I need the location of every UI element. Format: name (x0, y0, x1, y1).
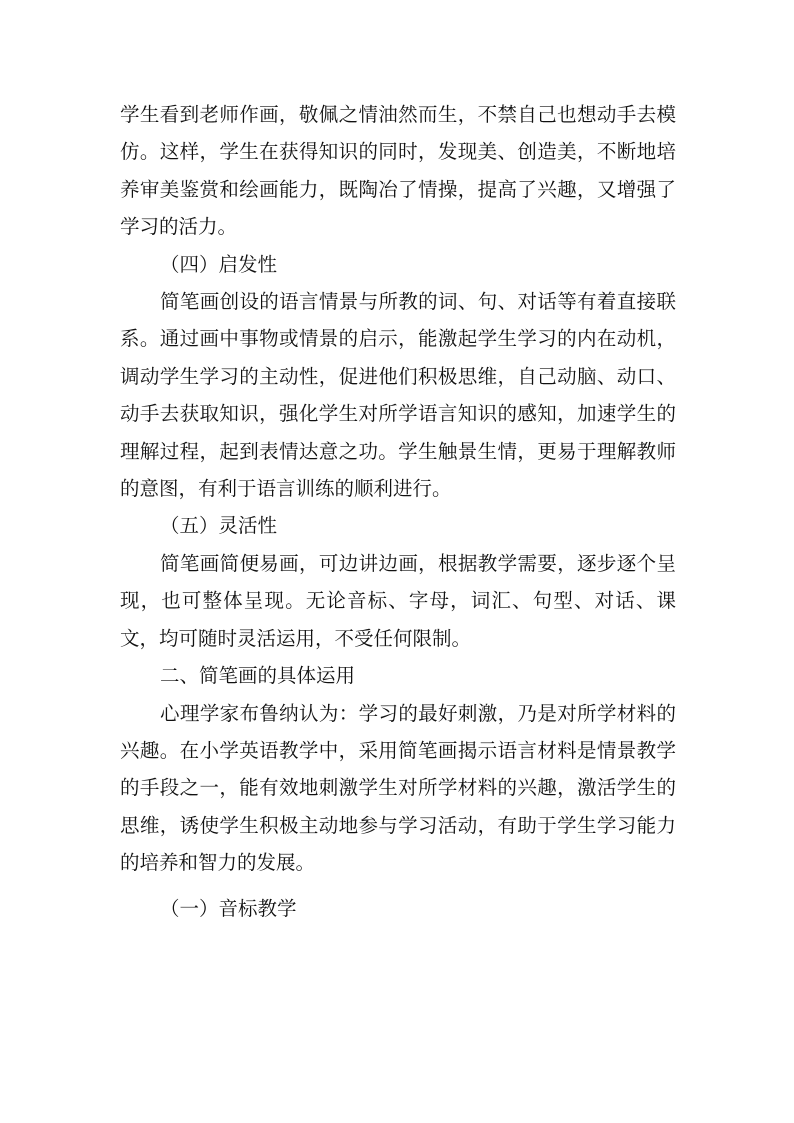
paragraph-flexibility: 简笔画简便易画，可边讲边画，根据教学需要，逐步逐个呈现，也可整体呈现。无论音标、字母，词汇、句型、对话、课文，均可随时灵活运用，不受任何限制。 (120, 551, 676, 650)
section-heading-phonetics: （一）音标教学 (160, 896, 297, 920)
spacer (120, 882, 676, 890)
document-body (120, 96, 676, 927)
section-heading-flexibility: （五）灵活性 (160, 514, 278, 538)
paragraph-application: 心理学家布鲁纳认为：学习的最好刺激，乃是对所学材料的兴趣。在小学英语教学中，采用简笔画揭示语言材料是情景教学的手段之一，能有效地刺激学生对所学材料的兴趣，激活学生的思维，诱使学生积极主动地参与学习活动，有助于学生学习能力的培养和智力的发展。 (120, 701, 676, 875)
section-heading-inspiration: （四）启发性 (160, 252, 278, 276)
paragraph-continuation: 学生看到老师作画，敬佩之情油然而生，不禁自己也想动手去模仿。这样，学生在获得知识的同时，发现美、创造美，不断地培养审美鉴赏和绘画能力，既陶冶了情操，提高了兴趣，又增强了学习的活力。 (120, 103, 676, 239)
paragraph-inspiration: 简笔画创设的语言情景与所教的词、句、对话等有着直接联系。通过画中事物或情景的启示，能激起学生学习的内在动机，调动学生学习的主动性，促进他们积极思维，自己动脑、动口、动手去获取知识，强化学生对所学语言知识的感知，加速学生的理解过程，起到表情达意之功。学生触景生情，更易于理解教师的意图，有利于语言训练的顺利进行。 (120, 290, 676, 501)
section-heading-application: 二、简笔画的具体运用 (160, 664, 356, 688)
